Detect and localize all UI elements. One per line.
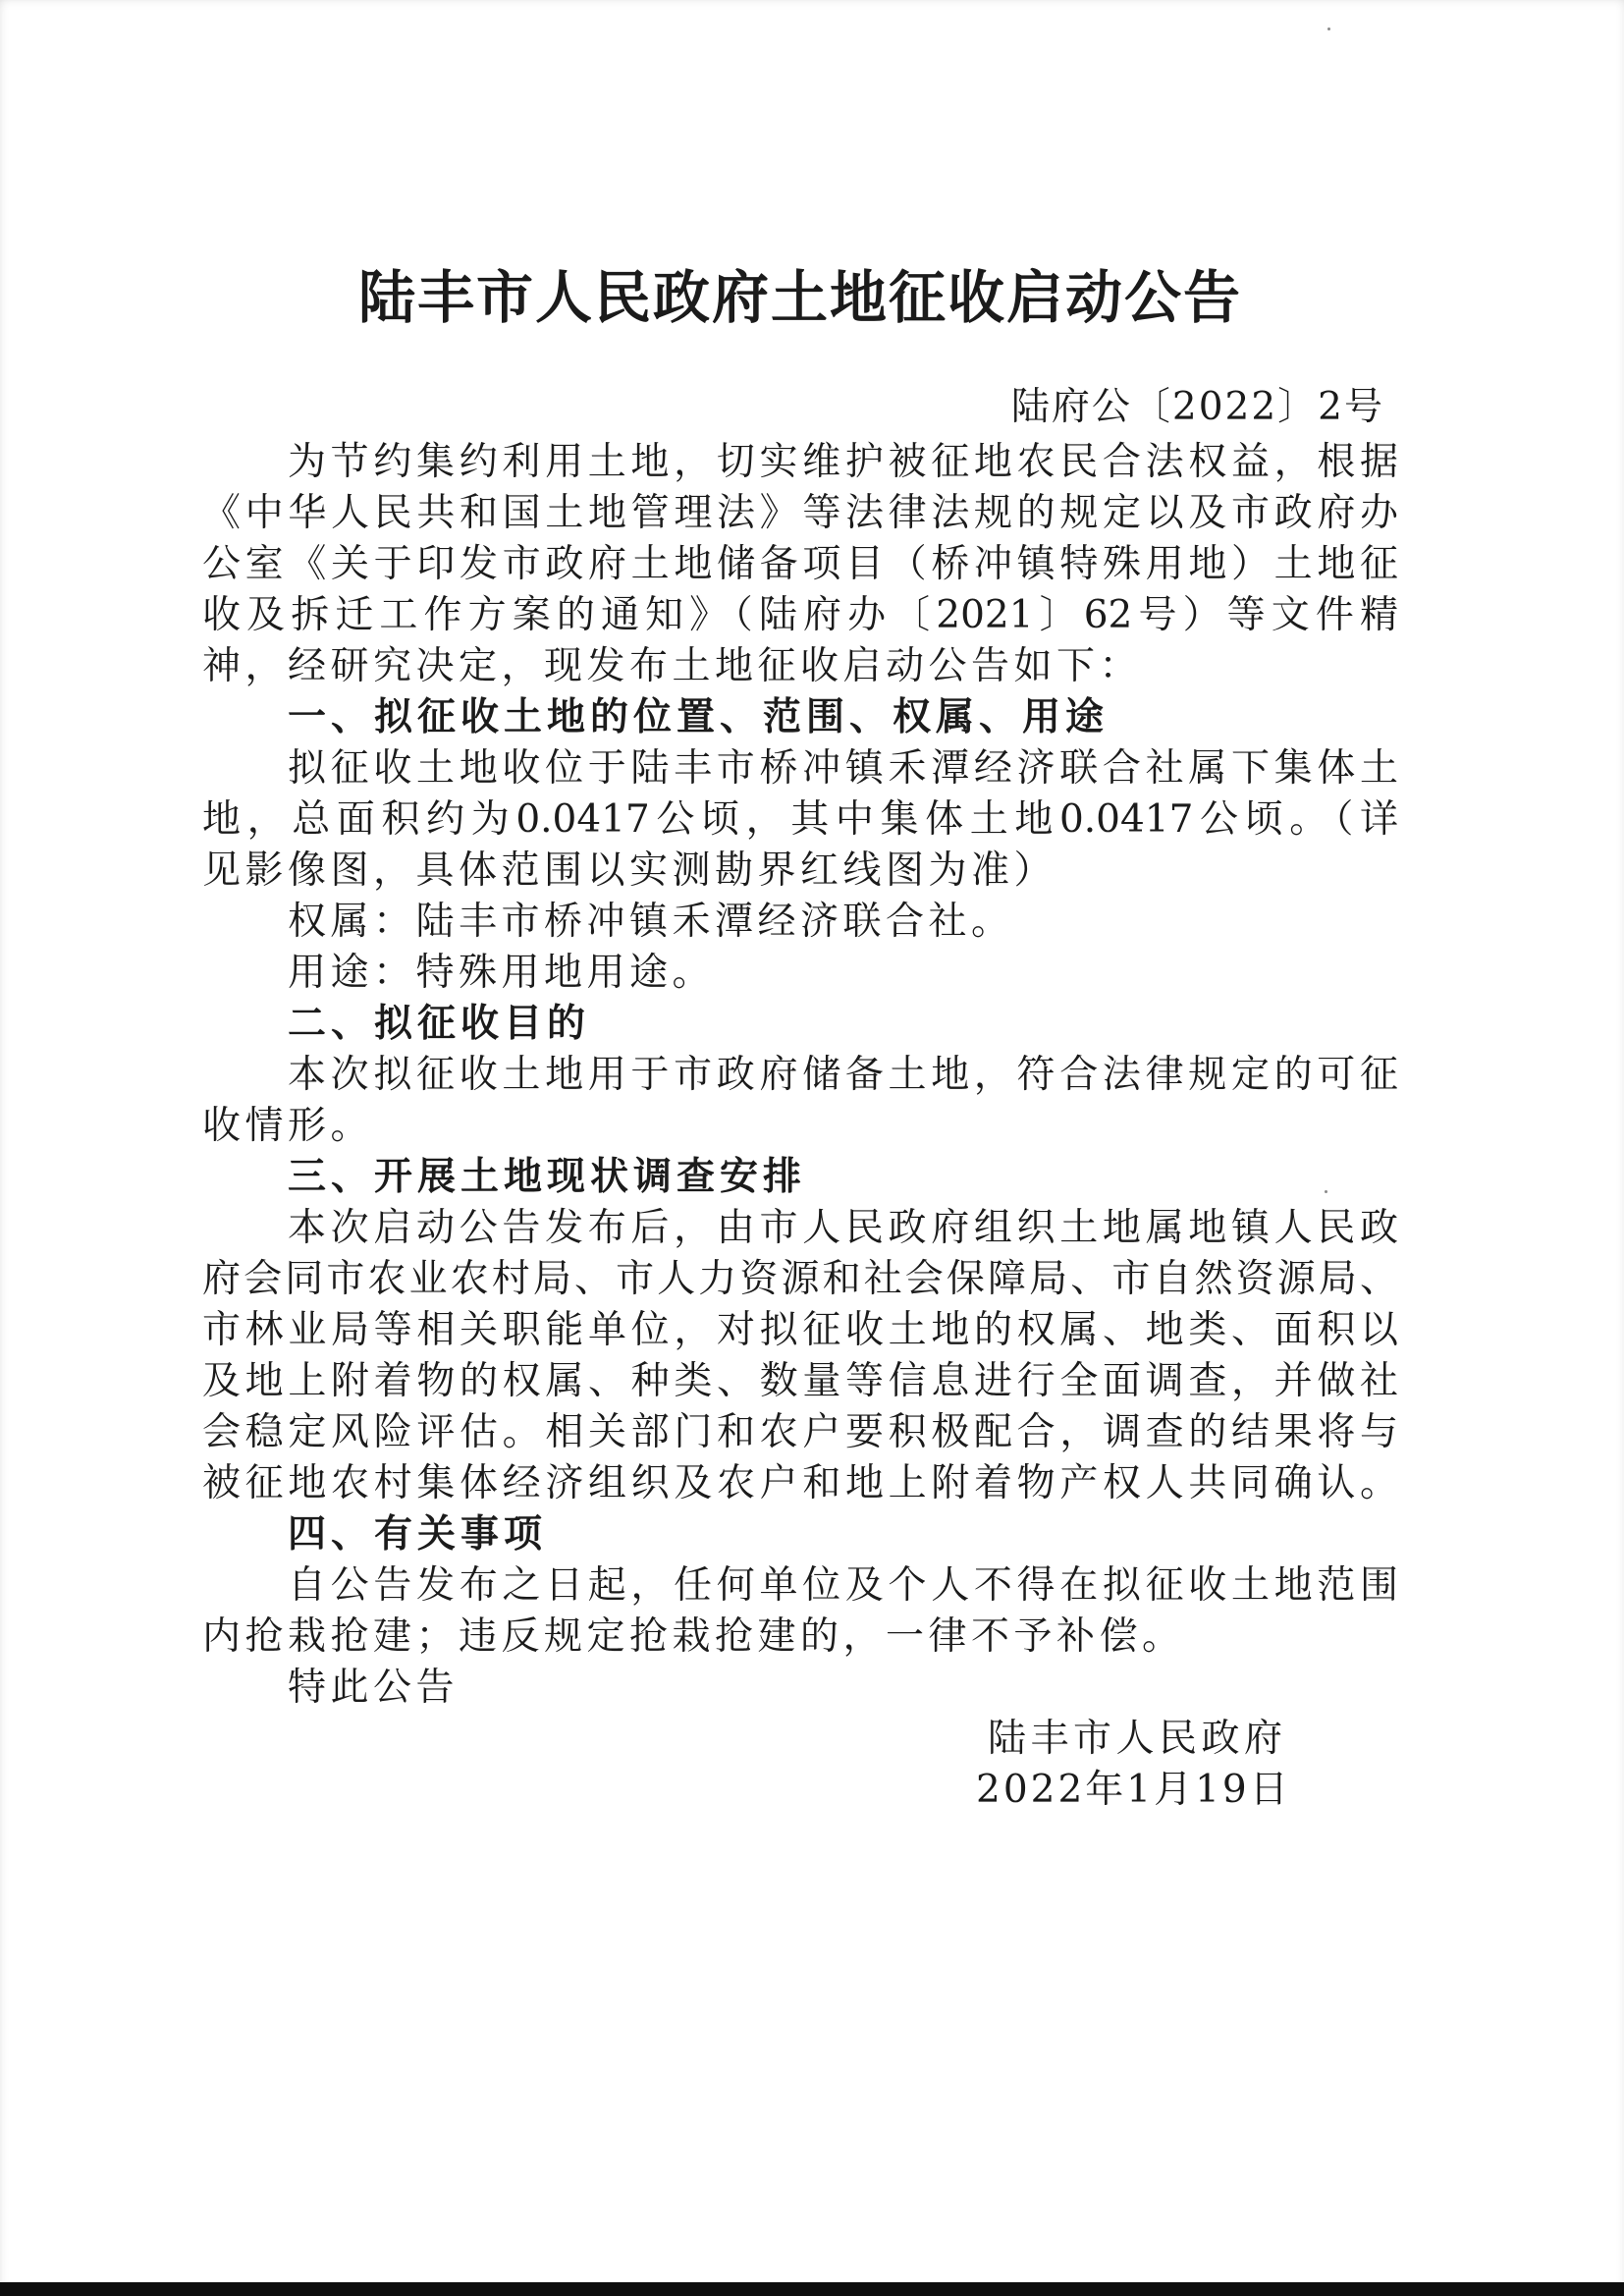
document-number: 陆府公〔2022〕2号	[1010, 385, 1384, 429]
scan-speck	[1327, 27, 1330, 30]
section-heading: 三、开展土地现状调查安排	[288, 1155, 807, 1199]
body-line: 收及拆迁工作方案的通知》（陆府办〔2021〕62号）等文件精	[202, 593, 1398, 637]
body-line: 本次启动公告发布后，由市人民政府组织土地属地镇人民政	[288, 1206, 1398, 1250]
body-line: 见影像图，具体范围以实测勘界红线图为准）	[202, 848, 1057, 893]
section-heading: 二、拟征收目的	[288, 1002, 591, 1046]
signature-organization: 陆丰市人民政府	[988, 1717, 1287, 1761]
body-line: 内抢栽抢建；违反规定抢栽抢建的，一律不予补偿。	[202, 1614, 1185, 1659]
body-line: 会稳定风险评估。相关部门和农户要积极配合，调查的结果将与	[202, 1410, 1398, 1454]
body-line: 权属：陆丰市桥冲镇禾潭经济联合社。	[288, 900, 1014, 944]
section-heading: 四、有关事项	[288, 1512, 548, 1557]
body-line: 市林业局等相关职能单位，对拟征收土地的权属、地类、面积以	[202, 1308, 1398, 1352]
body-line: 自公告发布之日起，任何单位及个人不得在拟征收土地范围	[288, 1563, 1398, 1608]
body-line: 及地上附着物的权属、种类、数量等信息进行全面调查，并做社	[202, 1359, 1398, 1403]
body-line: 拟征收土地收位于陆丰市桥冲镇禾潭经济联合社属下集体土	[288, 746, 1398, 791]
scan-edge-bar	[0, 2282, 1624, 2296]
body-line: 《中华人民共和国土地管理法》等法律法规的规定以及市政府办	[202, 491, 1398, 535]
page-title: 陆丰市人民政府土地征收启动公告	[357, 264, 1242, 331]
body-line: 本次拟征收土地用于市政府储备土地，符合法律规定的可征	[288, 1053, 1398, 1097]
body-line: 府会同市农业农村局、市人力资源和社会保障局、市自然资源局、	[202, 1257, 1398, 1301]
document-body	[202, 437, 1398, 1816]
section-heading: 一、拟征收土地的位置、范围、权属、用途	[288, 695, 1110, 739]
body-line: 被征地农村集体经济组织及农户和地上附着物产权人共同确认。	[202, 1461, 1398, 1505]
body-line: 神，经研究决定，现发布土地征收启动公告如下：	[202, 644, 1143, 688]
body-line: 公室《关于印发市政府土地储备项目（桥冲镇特殊用地）土地征	[202, 542, 1398, 586]
body-line: 为节约集约利用土地，切实维护被征地农民合法权益，根据	[288, 440, 1398, 484]
body-line: 用途：特殊用地用途。	[288, 951, 716, 995]
body-line: 收情形。	[202, 1104, 374, 1148]
signature-date: 2022年1月19日	[976, 1768, 1291, 1812]
scan-speck	[1325, 1190, 1327, 1193]
closing-line: 特此公告	[288, 1666, 460, 1710]
body-line: 地，总面积约为0.0417公顷，其中集体土地0.0417公顷。（详	[202, 797, 1398, 842]
